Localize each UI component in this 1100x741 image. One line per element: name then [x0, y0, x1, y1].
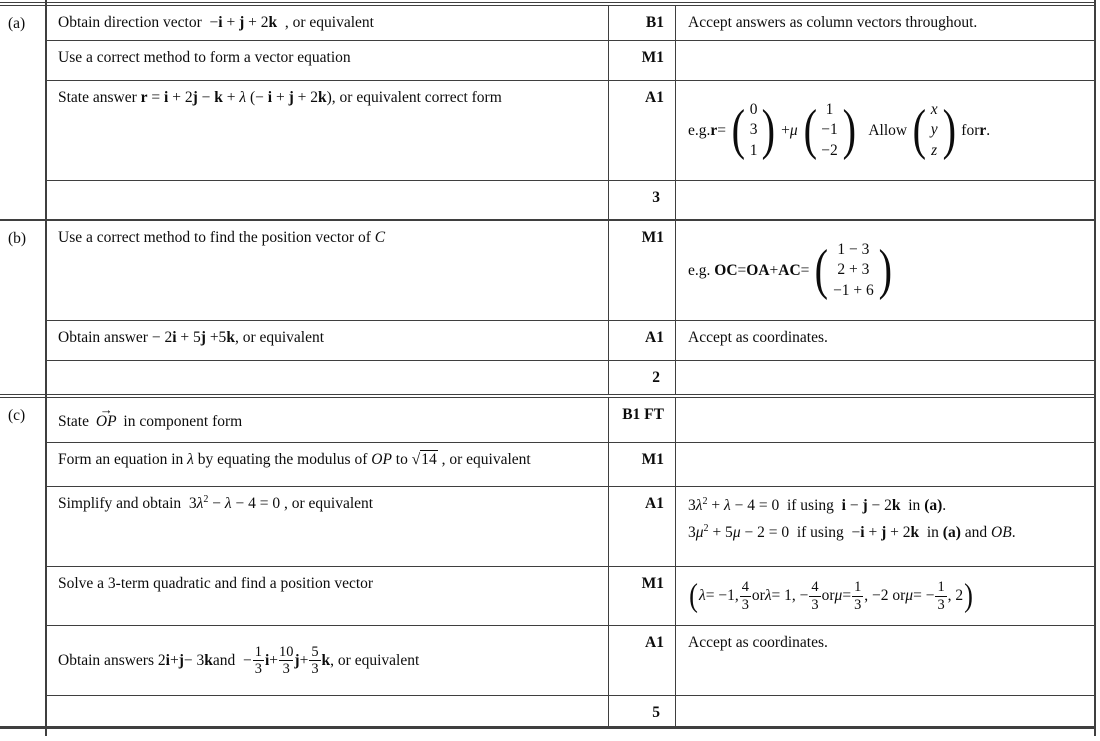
guidance-cell: Accept as coordinates. — [676, 320, 1096, 360]
description-cell: Form an equation in λ by equating the modulus of OP to √14 , or equivalent — [45, 442, 609, 486]
description-cell — [45, 180, 609, 219]
mark-cell: M1 — [609, 40, 676, 80]
mark-cell: M1 — [609, 566, 676, 625]
guidance-cell — [676, 695, 1096, 726]
total-marks-cell: 5 — [609, 695, 676, 726]
mark-cell: A1 — [609, 625, 676, 695]
guidance-cell: e.g. r = ( 0 3 1 ) + μ ( 1 −1 −2 ) Allow ( x y z ) for r . — [676, 80, 1096, 180]
description-cell: State → OP in component form — [45, 398, 609, 442]
description-cell: Obtain answers 2 i + j − 3 k and − 1 3 i + 10 3 j + 5 3 k , or equivalent — [45, 625, 609, 695]
part-label-c: (c) — [8, 407, 26, 424]
mark-cell: M1 — [609, 221, 676, 320]
guidance-cell: ( λ = −1, 4 3 or λ = 1, − 4 3 or μ = 1 3 , −2 or μ = − 1 3 , 2 ) — [676, 566, 1096, 625]
mark-cell: M1 — [609, 442, 676, 486]
section-c — [0, 398, 1096, 726]
guidance-cell — [676, 40, 1096, 80]
description-cell: Use a correct method to form a vector equation — [45, 40, 609, 80]
guidance-cell — [676, 398, 1096, 442]
description-cell — [45, 360, 609, 394]
mark-cell: A1 — [609, 486, 676, 566]
description-cell: Simplify and obtain $3\lambda^2 - \lambda - 4 = 0$ , or equivalent — [45, 486, 609, 566]
section-a — [0, 6, 1096, 221]
guidance-cell: $3\lambda^2 + \lambda - 4 = 0$ if using i − j − 2k in (a). $3\mu^2 + 5\mu - 2 = 0$ if using −i + j + 2k in (a) and OB. — [676, 486, 1096, 566]
description-cell: State answer r = i + 2j − k + λ (− i + j + 2k), or equivalent correct form — [45, 80, 609, 180]
guidance-cell — [676, 180, 1096, 219]
guidance-cell — [676, 360, 1096, 394]
part-label-a: (a) — [8, 15, 26, 32]
description-cell — [45, 695, 609, 726]
mark-cell: A1 — [609, 80, 676, 180]
description-cell: Solve a 3-term quadratic and find a position vector — [45, 566, 609, 625]
guidance-cell: Accept answers as column vectors throughout. — [688, 14, 978, 31]
mark-cell: A1 — [609, 320, 676, 360]
table-right-border — [1094, 0, 1096, 736]
mark-cell: B1 — [609, 6, 676, 40]
guidance-cell: e.g. OC = OA + AC = ( 1 − 3 2 + 3 −1 + 6 ) — [688, 238, 892, 301]
description-cell: Obtain direction vector −i + j + 2k , or equivalent — [45, 6, 609, 40]
part-label-b: (b) — [8, 230, 27, 247]
description-cell: Use a correct method to find the position vector of C — [45, 221, 609, 320]
section-b — [0, 221, 1096, 394]
table-bottom-border — [0, 726, 1096, 729]
description-cell: Obtain answer − 2i + 5j +5k, or equivalent — [45, 320, 609, 360]
guidance-cell — [676, 442, 1096, 486]
label-column-rule — [45, 0, 47, 736]
mark-cell: B1 FT — [609, 398, 676, 442]
guidance-cell: Accept as coordinates. — [676, 625, 1096, 695]
total-marks-cell: 3 — [609, 180, 676, 219]
total-marks-cell: 2 — [609, 360, 676, 394]
